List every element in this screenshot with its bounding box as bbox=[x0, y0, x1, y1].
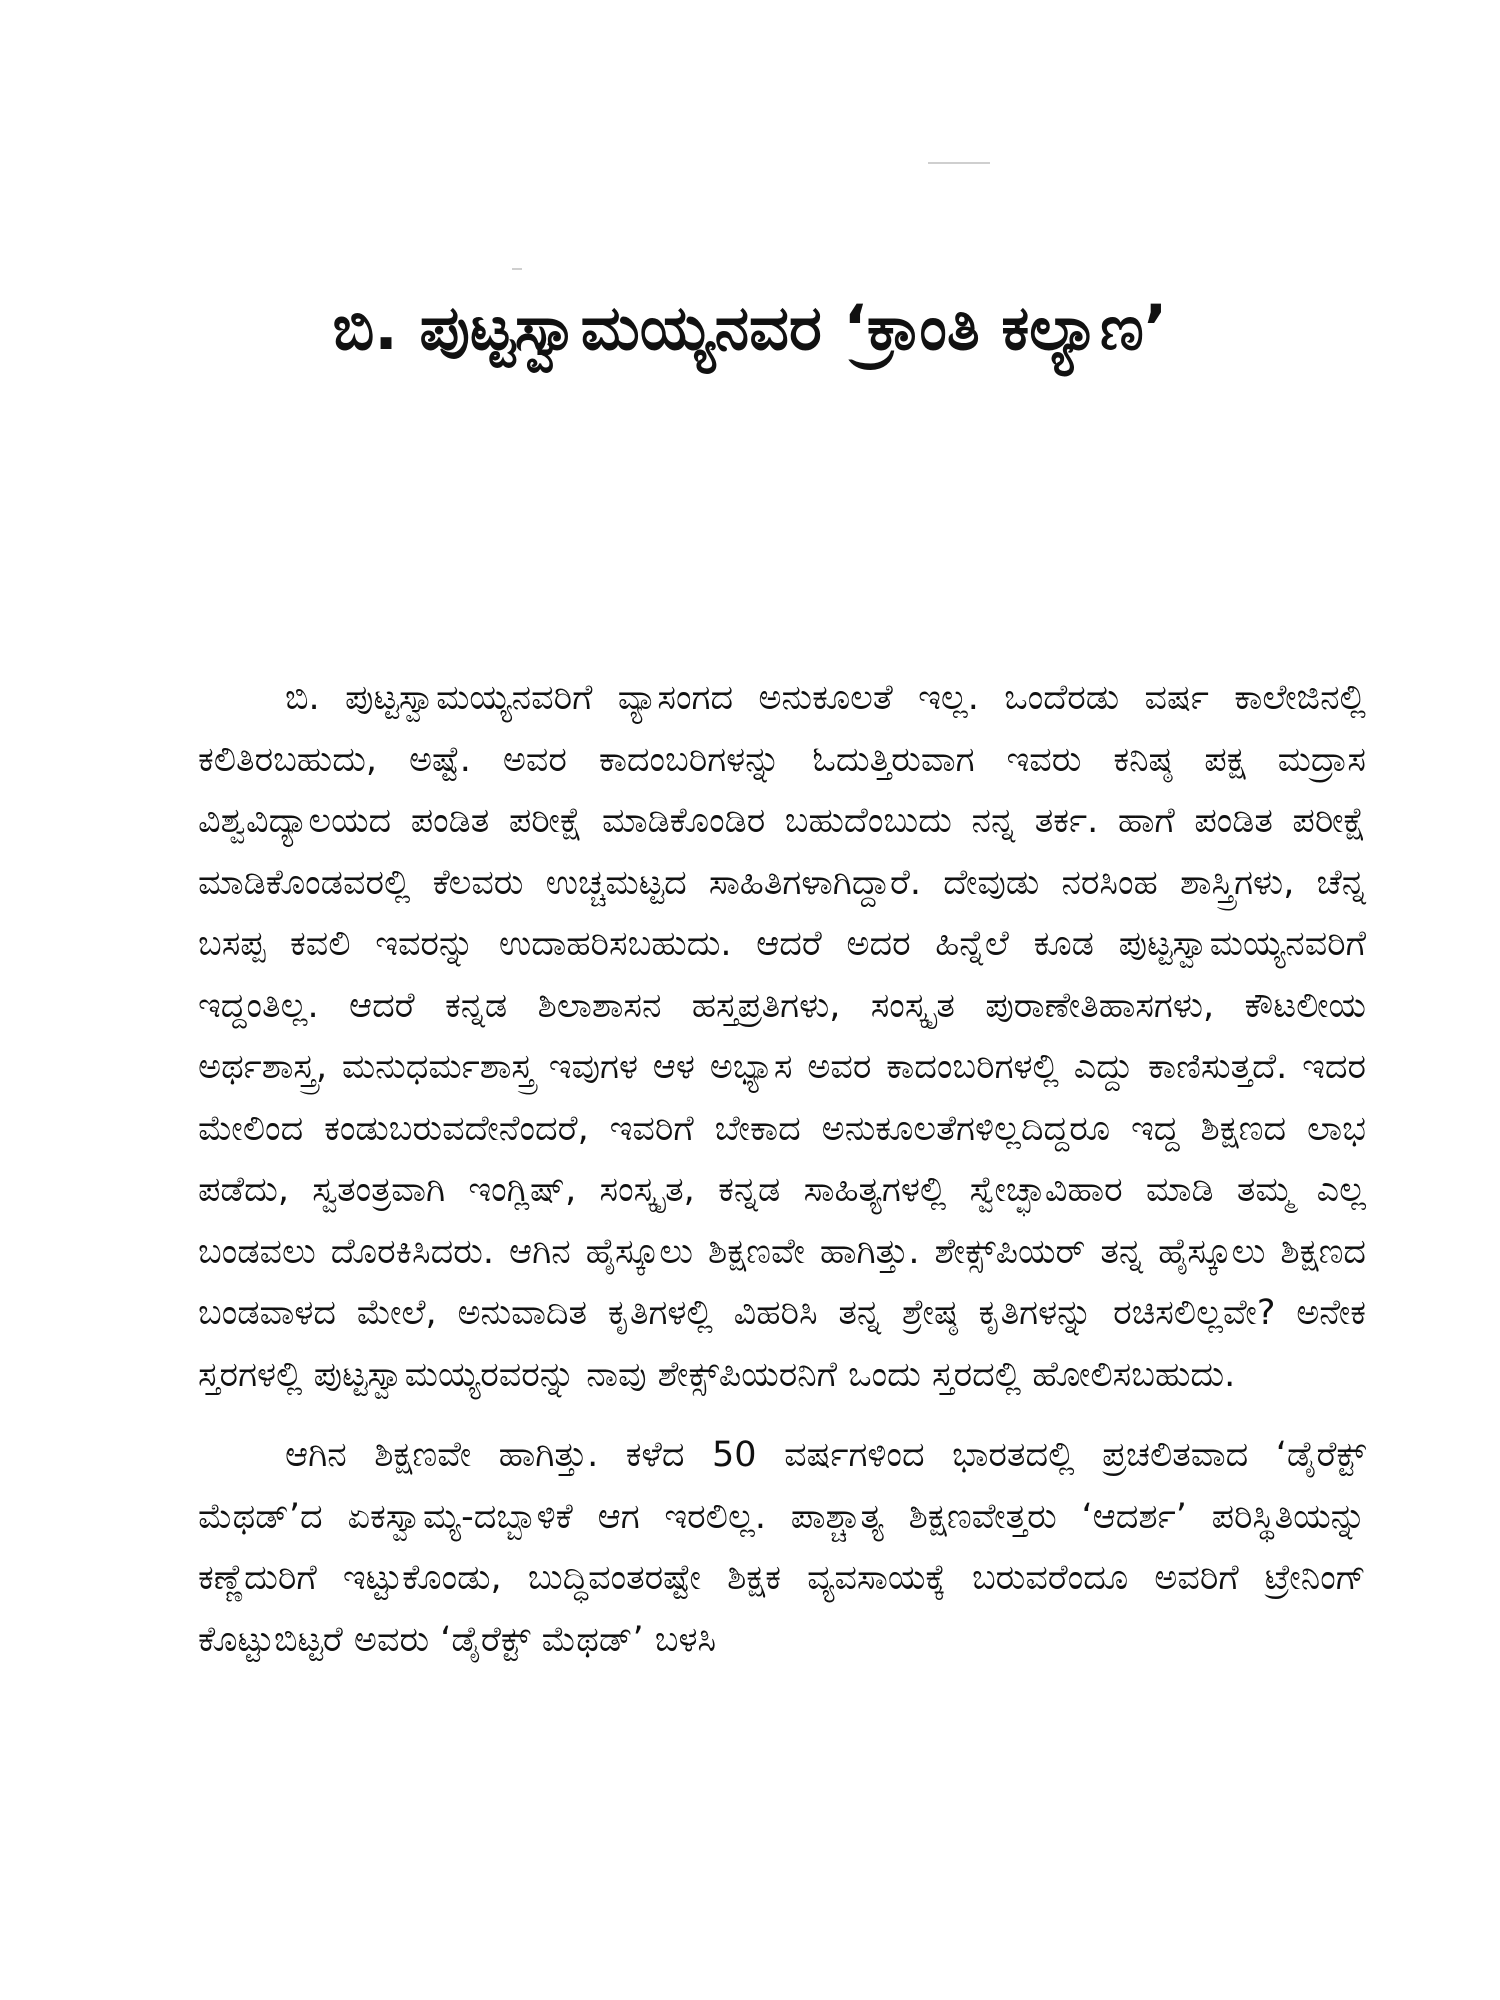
scan-speck bbox=[928, 162, 990, 164]
scan-speck bbox=[512, 268, 522, 270]
body-paragraph-1: ಬಿ. ಪುಟ್ಟಸ್ವಾಮಯ್ಯನವರಿಗೆ ವ್ಯಾಸಂಗದ ಅನುಕೂಲತೆ ಇಲ್ಲ. ಒಂದೆರಡು ವರ್ಷ ಕಾಲೇಜಿನಲ್ಲಿ ಕಲಿತಿರಬಹುದು, ಅಷ್ಟೆ. ಅವರ ಕಾದಂಬರಿಗಳನ್ನು ಓದುತ್ತಿರುವಾಗ ಇವರು ಕನಿಷ್ಠ ಪಕ್ಷ ಮದ್ರಾಸ ವಿಶ್ವವಿದ್ಯಾಲಯದ ಪಂಡಿತ ಪರೀಕ್ಷೆ ಮಾಡಿಕೊಂಡಿರ ಬಹುದೆಂಬುದು ನನ್ನ ತರ್ಕ. ಹಾಗೆ ಪಂಡಿತ ಪರೀಕ್ಷೆ ಮಾಡಿಕೊಂಡವರಲ್ಲಿ ಕೆಲವರು ಉಚ್ಚಮಟ್ಟದ ಸಾಹಿತಿಗಳಾಗಿದ್ದಾರೆ. ದೇವುಡು ನರಸಿಂಹ ಶಾಸ್ತ್ರಿಗಳು, ಚೆನ್ನ ಬಸಪ್ಪ ಕವಲಿ ಇವರನ್ನು ಉದಾಹರಿಸಬಹುದು. ಆದರೆ ಅದರ ಹಿನ್ನೆಲೆ ಕೂಡ ಪುಟ್ಟಸ್ವಾಮಯ್ಯನವರಿಗೆ ಇದ್ದಂತಿಲ್ಲ. ಆದರೆ ಕನ್ನಡ ಶಿಲಾಶಾಸನ ಹಸ್ತಪ್ರತಿಗಳು, ಸಂಸ್ಕೃತ ಪುರಾಣೇತಿಹಾಸಗಳು, ಕೌಟಲೀಯ ಅರ್ಥಶಾಸ್ತ್ರ, ಮನುಧರ್ಮಶಾಸ್ತ್ರ ಇವುಗಳ ಆಳ ಅಭ್ಯಾಸ ಅವರ ಕಾದಂಬರಿಗಳಲ್ಲಿ ಎದ್ದು ಕಾಣಿಸುತ್ತದೆ. ಇದರ ಮೇಲಿಂದ ಕಂಡುಬರುವದೇನೆಂದರೆ, ಇವರಿಗೆ ಬೇಕಾದ ಅನುಕೂಲತೆಗಳಿಲ್ಲದಿದ್ದರೂ ಇದ್ದ ಶಿಕ್ಷಣದ ಲಾಭ ಪಡೆದು, ಸ್ವತಂತ್ರವಾಗಿ ಇಂಗ್ಲಿಷ್, ಸಂಸ್ಕೃತ, ಕನ್ನಡ ಸಾಹಿತ್ಯಗಳಲ್ಲಿ ಸ್ವೇಚ್ಛಾವಿಹಾರ ಮಾಡಿ ತಮ್ಮ ಎಲ್ಲ ಬಂಡವಲು ದೊರಕಿಸಿದರು. ಆಗಿನ ಹೈಸ್ಕೂಲು ಶಿಕ್ಷಣವೇ ಹಾಗಿತ್ತು. ಶೇಕ್ಸ್‌ಪಿಯರ್ ತನ್ನ ಹೈಸ್ಕೂಲು ಶಿಕ್ಷಣದ ಬಂಡವಾಳದ ಮೇಲೆ, ಅನುವಾದಿತ ಕೃತಿಗಳಲ್ಲಿ ವಿಹರಿಸಿ ತನ್ನ ಶ್ರೇಷ್ಠ ಕೃತಿಗಳನ್ನು ರಚಿಸಲಿಲ್ಲವೇ? ಅನೇಕ ಸ್ತರಗಳಲ್ಲಿ ಪುಟ್ಟಸ್ವಾಮಯ್ಯರವರನ್ನು ನಾವು ಶೇಕ್ಸ್‌ಪಿಯರನಿಗೆ ಒಂದು ಸ್ತರದಲ್ಲಿ ಹೋಲಿಸಬಹುದು. bbox=[198, 678, 1366, 1395]
article-body bbox=[198, 668, 1366, 1671]
body-paragraph-2: ಆಗಿನ ಶಿಕ್ಷಣವೇ ಹಾಗಿತ್ತು. ಕಳೆದ 50 ವರ್ಷಗಳಿಂದ ಭಾರತದಲ್ಲಿ ಪ್ರಚಲಿತವಾದ ‘ಡೈರೆಕ್ಟ್ ಮೆಥಡ್’ದ ಏಕಸ್ವಾಮ್ಯ-ದಬ್ಬಾಳಿಕೆ ಆಗ ಇರಲಿಲ್ಲ. ಪಾಶ್ಚಾತ್ಯ ಶಿಕ್ಷಣವೇತ್ತರು ‘ಆದರ್ಶ’ ಪರಿಸ್ಥಿತಿಯನ್ನು ಕಣ್ಣೆದುರಿಗೆ ಇಟ್ಟುಕೊಂಡು, ಬುದ್ಧಿವಂತರಷ್ಟೇ ಶಿಕ್ಷಕ ವ್ಯವಸಾಯಕ್ಕೆ ಬರುವರೆಂದೂ ಅವರಿಗೆ ಟ್ರೇನಿಂಗ್ ಕೊಟ್ಟುಬಿಟ್ಟರೆ ಅವರು ‘ಡೈರೆಕ್ಟ್ ಮೆಥಡ್’ ಬಳಸಿ bbox=[198, 1435, 1366, 1660]
page-title: ಬಿ. ಪುಟ್ಟಸ್ವಾಮಯ್ಯನವರ ‘ಕ್ರಾಂತಿ ಕಲ್ಯಾಣ’ bbox=[332, 291, 1168, 364]
